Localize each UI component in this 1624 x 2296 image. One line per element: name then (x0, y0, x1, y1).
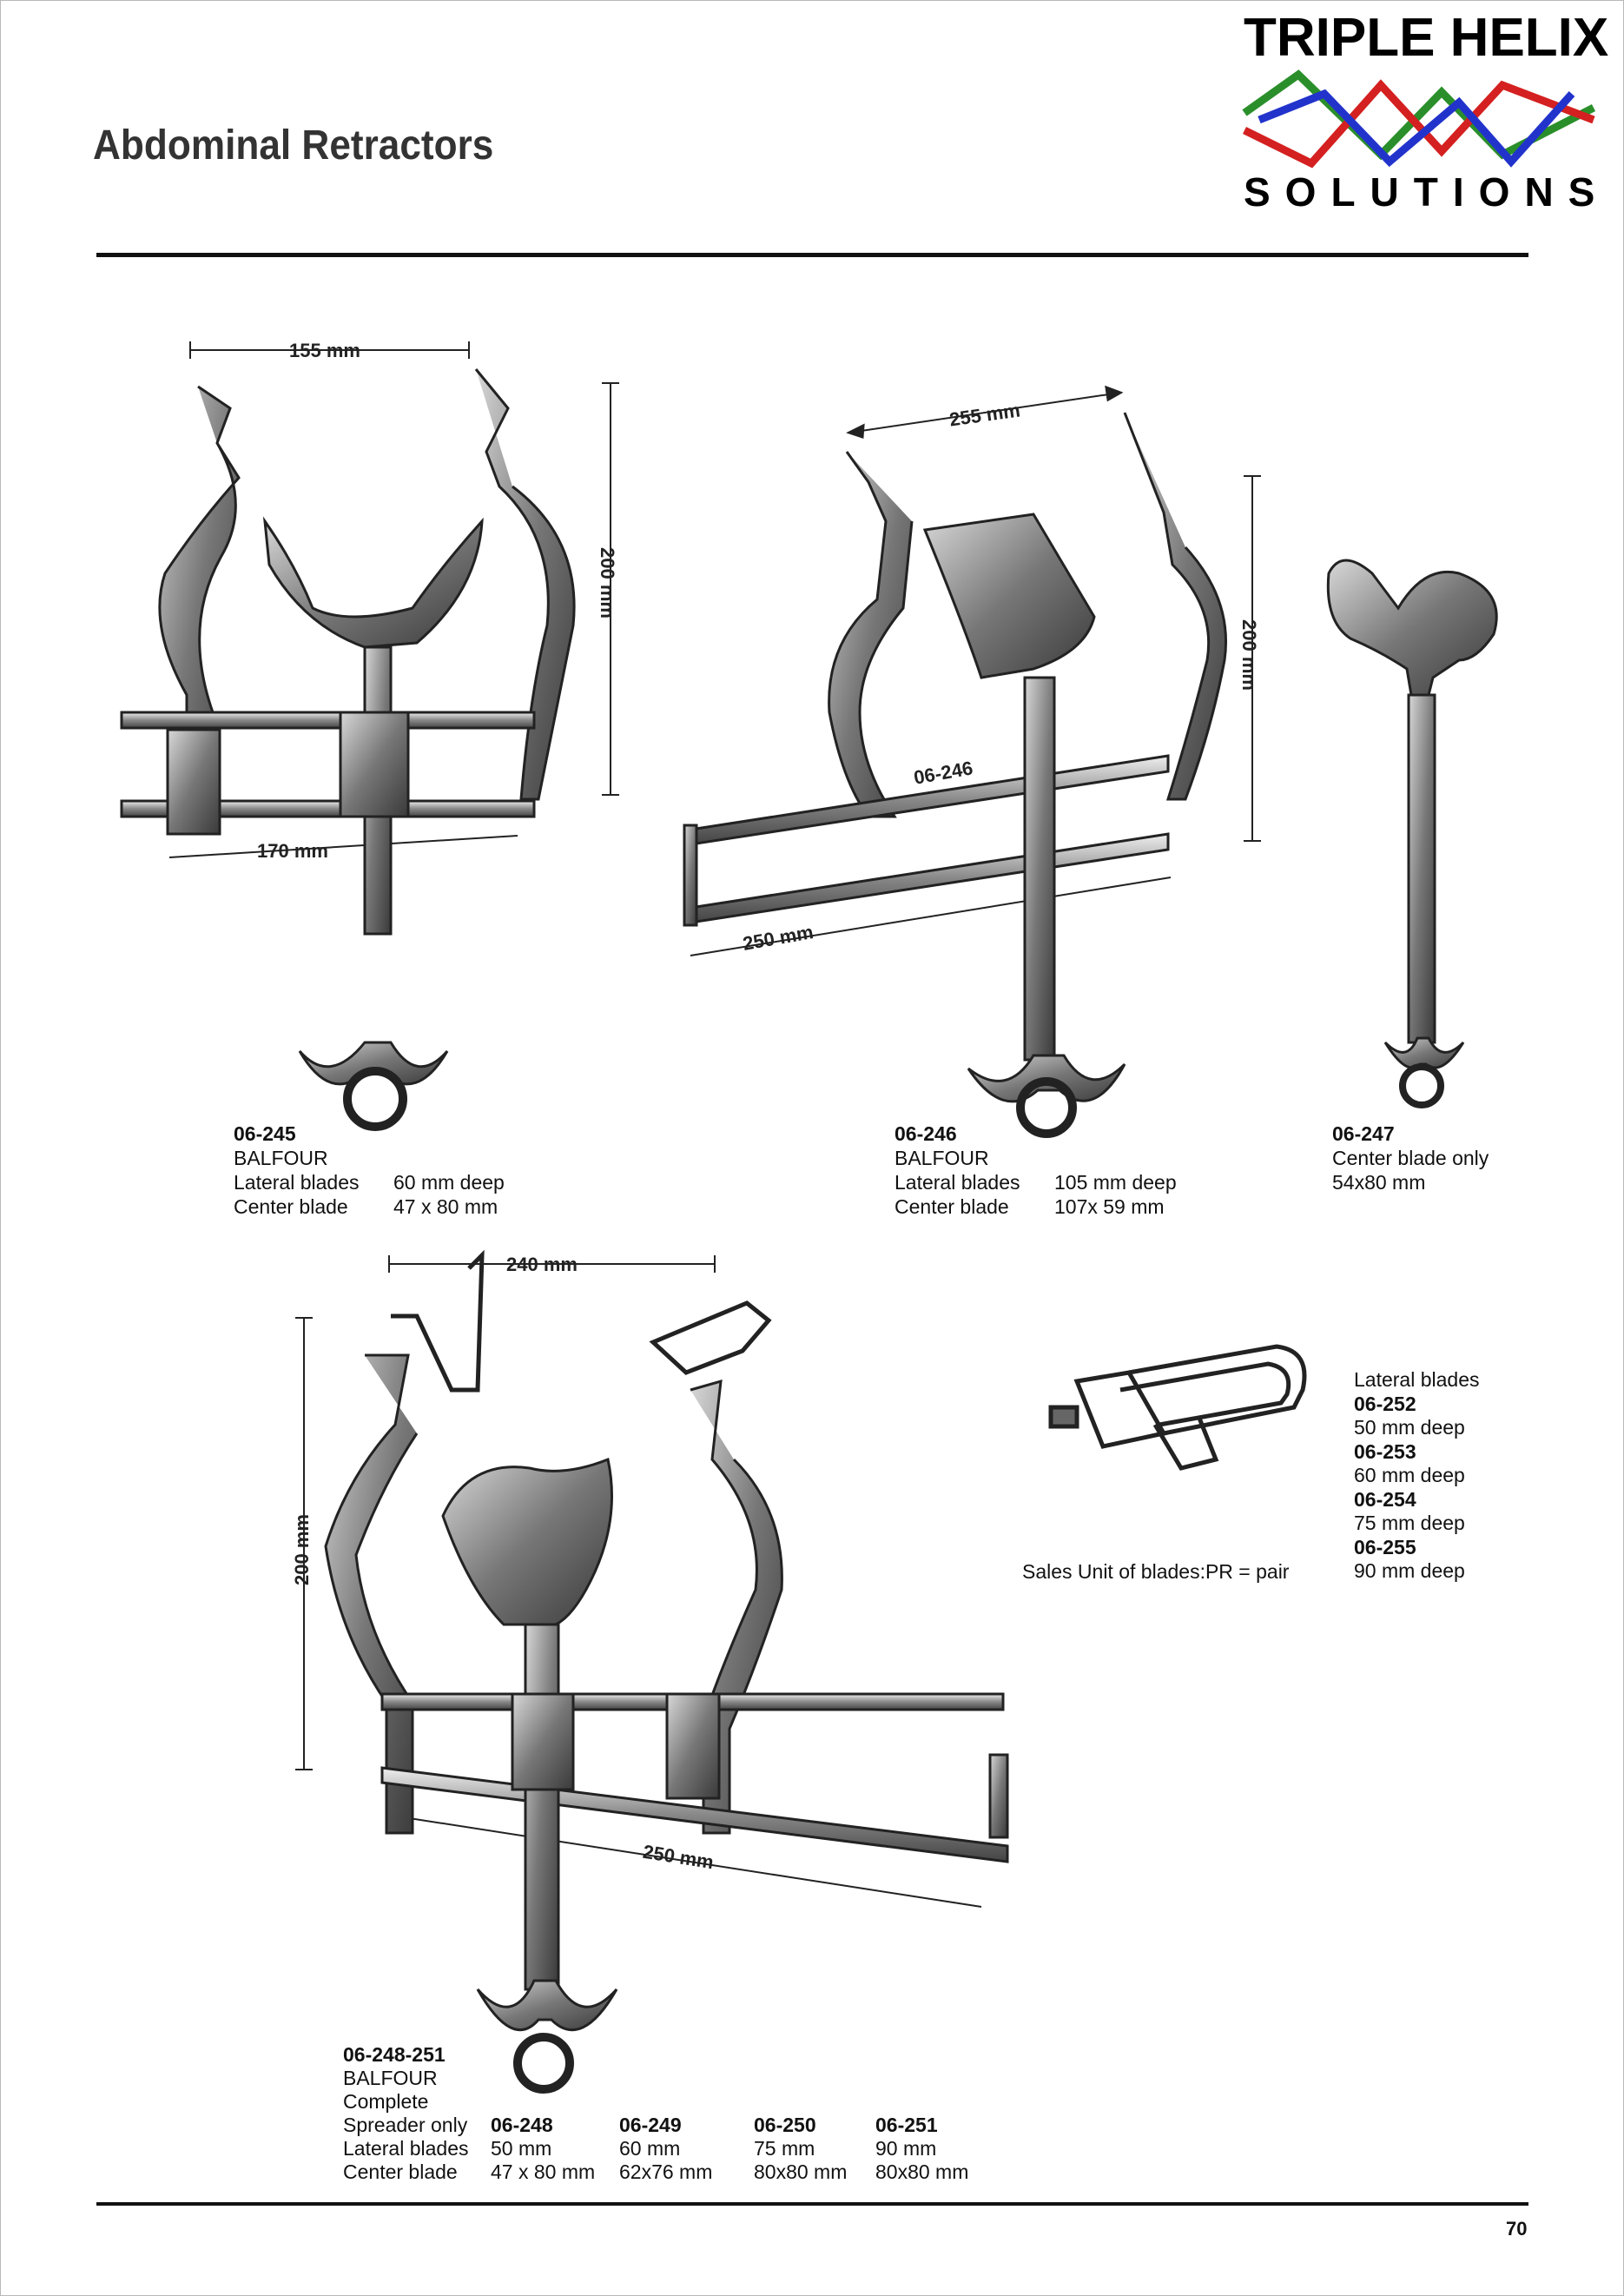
table-cell: 50 mm (491, 2137, 552, 2160)
spec-value: 105 mm deep (1054, 1171, 1177, 1194)
blade-depth: 75 mm deep (1354, 1512, 1465, 1534)
dim-06-246-width-bottom: 250 mm (741, 921, 815, 955)
product-06-245-info (234, 1122, 505, 1219)
table-cell: Lateral blades (343, 2137, 469, 2160)
spec-value: 60 mm deep (393, 1171, 505, 1194)
spec-label: Lateral blades (234, 1171, 360, 1194)
product-code: 06-245 (234, 1122, 296, 1145)
product-name: BALFOUR (895, 1147, 989, 1169)
footer-divider (96, 2202, 1528, 2206)
lateral-blades-heading: Lateral blades (1354, 1368, 1480, 1391)
lateral-blades-drawing (1051, 1347, 1304, 1468)
product-desc: Center blade only (1332, 1147, 1489, 1169)
table-cell: 06-251 (875, 2114, 938, 2136)
table-row (343, 2114, 988, 2137)
product-size: 54x80 mm (1332, 1171, 1426, 1194)
blade-depth: 50 mm deep (1354, 1416, 1465, 1439)
spec-row (234, 1170, 505, 1194)
product-name: BALFOUR (234, 1147, 328, 1169)
product-06-248-251-table (343, 2114, 988, 2184)
table-cell: 06-248 (491, 2114, 553, 2136)
spec-value: 47 x 80 mm (393, 1195, 498, 1218)
table-cell: 80x80 mm (875, 2160, 969, 2183)
product-sub: Complete (343, 2090, 429, 2113)
blade-depth: 90 mm deep (1354, 1559, 1465, 1582)
retractor-06-248-251-drawing (295, 1255, 1007, 2089)
spec-value: 107x 59 mm (1054, 1195, 1165, 1218)
table-row (343, 2137, 988, 2160)
lateral-blades-info (1354, 1368, 1480, 1584)
product-code: 06-248-251 (343, 2043, 446, 2066)
dim-06-245-height: 200 mm (597, 547, 618, 619)
table-cell: 47 x 80 mm (491, 2160, 596, 2183)
table-row (343, 2160, 988, 2184)
blade-code: 06-255 (1354, 1535, 1416, 1558)
spec-label: Center blade (895, 1195, 1009, 1218)
table-cell: 06-250 (754, 2114, 816, 2136)
retractor-06-245-drawing (122, 341, 619, 1127)
dim-06-248-height: 200 mm (291, 1514, 313, 1585)
dim-06-246-width-top: 255 mm (947, 399, 1022, 431)
table-cell: 06-249 (619, 2114, 682, 2136)
blade-code: 06-253 (1354, 1439, 1416, 1463)
dim-06-248-width-top: 240 mm (506, 1254, 578, 1275)
spec-label: Lateral blades (895, 1171, 1020, 1194)
spec-label: Center blade (234, 1195, 348, 1218)
product-06-248-251-info (343, 2043, 446, 2114)
table-cell: 80x80 mm (754, 2160, 848, 2183)
product-06-246-info (895, 1122, 1177, 1219)
dim-06-246-height: 200 mm (1238, 619, 1260, 691)
table-cell: 60 mm (619, 2137, 681, 2160)
page-title: Abdominal Retractors (93, 122, 494, 169)
blade-code: 06-254 (1354, 1487, 1416, 1511)
spec-row (895, 1194, 1177, 1219)
logo-text-top: TRIPLE HELIX (1244, 8, 1609, 68)
product-06-247-info (1332, 1122, 1489, 1194)
table-cell: Spreader only (343, 2114, 468, 2136)
bar-label-06-246: 06-246 (912, 757, 975, 789)
page-number: 70 (1506, 2218, 1528, 2240)
blade-depth: 60 mm deep (1354, 1464, 1465, 1486)
retractor-06-246-drawing (684, 387, 1261, 1134)
blade-06-247-drawing (1328, 560, 1496, 1105)
product-code: 06-246 (895, 1122, 957, 1145)
spec-row (895, 1170, 1177, 1194)
product-name: BALFOUR (343, 2067, 438, 2089)
logo-text-bottom: SOLUTIONS (1244, 169, 1610, 215)
product-code: 06-247 (1332, 1122, 1395, 1145)
sales-unit-note: Sales Unit of blades:PR = pair (1022, 1560, 1290, 1583)
table-cell: 62x76 mm (619, 2160, 713, 2183)
table-cell: Center blade (343, 2160, 458, 2183)
table-cell: 90 mm (875, 2137, 937, 2160)
blade-code: 06-252 (1354, 1392, 1416, 1415)
dim-06-245-width-top: 155 mm (289, 340, 360, 361)
dim-06-245-width-bottom: 170 mm (257, 840, 328, 862)
table-cell: 75 mm (754, 2137, 815, 2160)
spec-row (234, 1194, 505, 1219)
dim-06-248-width-bottom: 250 mm (641, 1840, 716, 1874)
